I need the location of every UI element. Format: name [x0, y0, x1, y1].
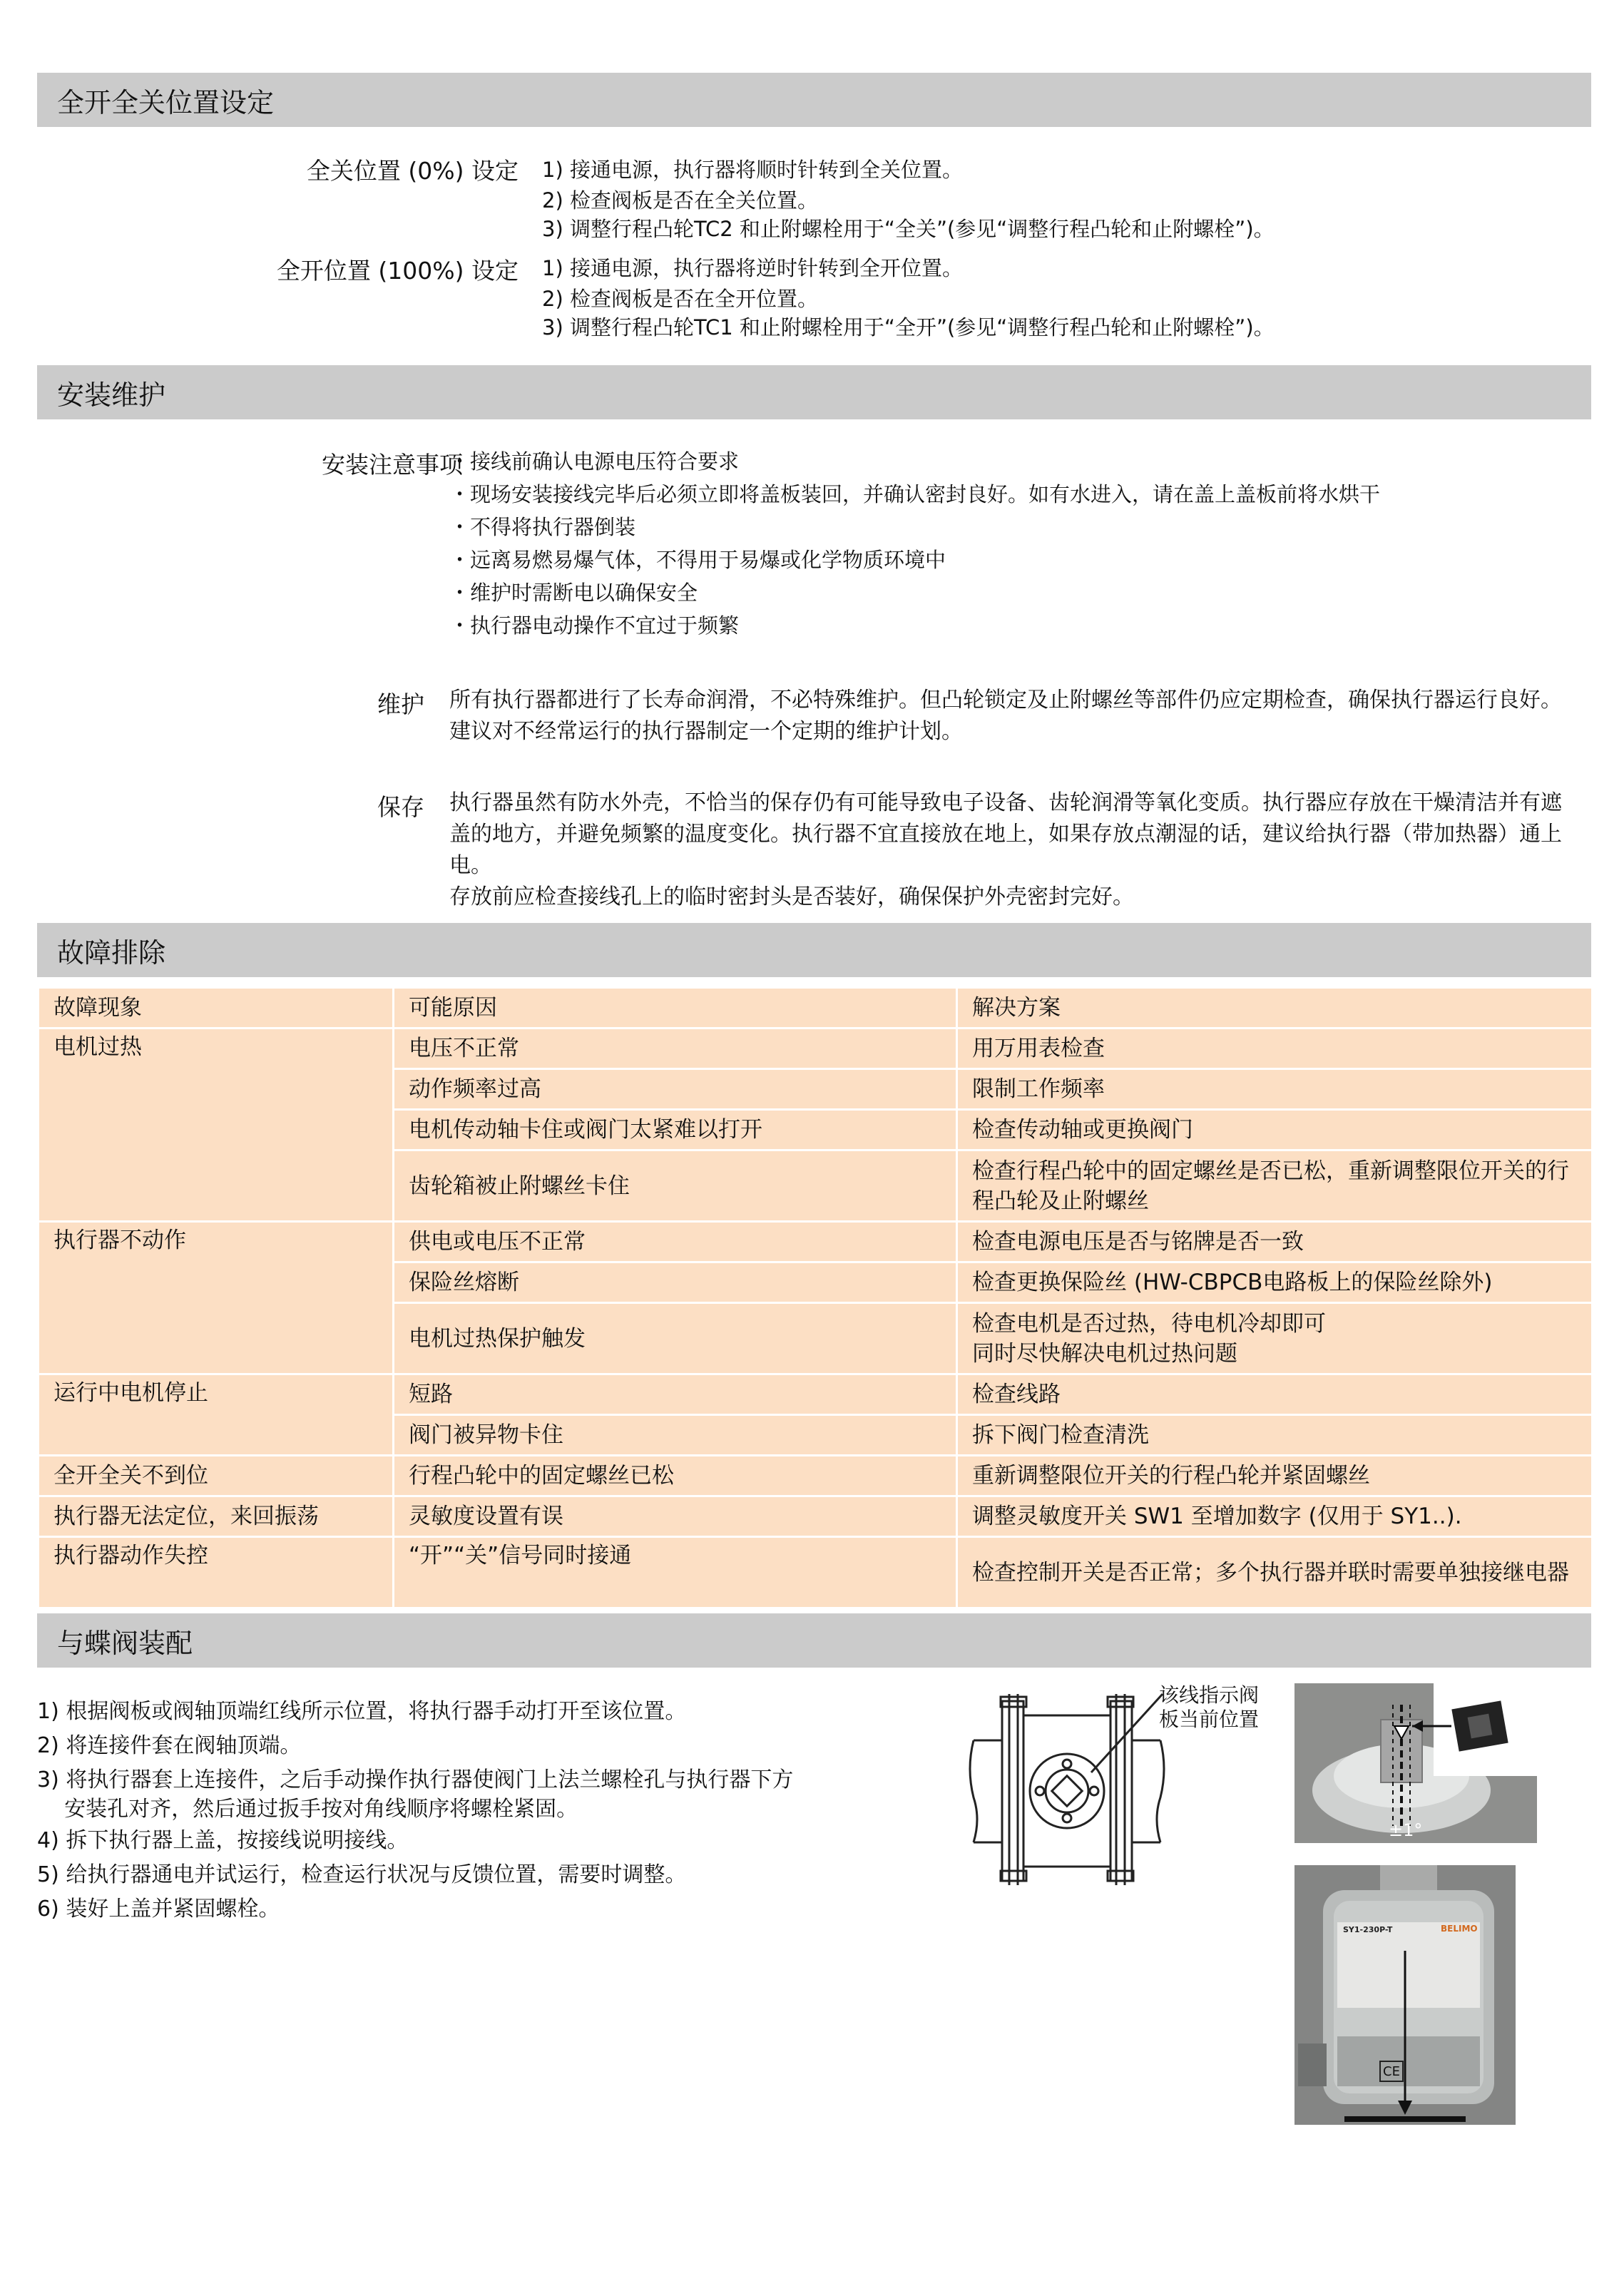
list-item: ・现场安装接线完毕后必须立即将盖板装回，并确认密封良好。如有水进入，请在盖上盖板前将水烘干 — [449, 482, 1381, 506]
section-header-butterfly — [37, 1613, 1591, 1668]
section-title: 安装维护 — [57, 379, 166, 411]
header-cell: 可能原因 — [394, 988, 957, 1029]
section-header-position — [37, 73, 1591, 127]
list-item: ・不得将执行器倒装 — [449, 515, 636, 539]
storage-paragraph: 执行器虽然有防水外壳，不恰当的保存仍有可能导致电子设备、齿轮润滑等氧化变质。执行器应存放在干燥清洁并有遮盖的地方，并避免频繁的温度变化。执行器不宜直接放在地上，如果存放点潮湿的话，建议给执行器（带加热器）通上电。 — [449, 790, 1562, 878]
solution-cell: 重新调整限位开关的行程凸轮并紧固螺丝 — [957, 1456, 1593, 1496]
section-title: 全开全关位置设定 — [57, 86, 275, 118]
list-item: 4) 拆下执行器上盖，按接线说明接线。 — [37, 1828, 409, 1853]
table-row — [39, 1222, 1593, 1262]
cause-cell: 电机过热保护触发 — [394, 1303, 957, 1374]
step: 2) 检查阀板是否在全开位置。 — [542, 287, 818, 311]
angle-label: ±1° — [1389, 1820, 1423, 1840]
actuator-illustration — [1294, 1865, 1516, 2125]
table-header-row — [39, 988, 1593, 1029]
solution-cell: 调整灵敏度开关 SW1 至增加数字 (仅用于 SY1..). — [957, 1496, 1593, 1537]
symptom-cell: 运行中电机停止 — [39, 1374, 394, 1456]
table-row — [39, 1374, 1593, 1415]
cause-cell: 短路 — [394, 1374, 957, 1415]
closed-steps — [542, 153, 1275, 243]
symptom-cell: 电机过热 — [39, 1029, 394, 1222]
ce-mark: CE — [1383, 2064, 1400, 2079]
table-row — [39, 1029, 1593, 1069]
solution-cell: 限制工作频率 — [957, 1069, 1593, 1110]
callout-line: 该线指示阀 — [1159, 1683, 1260, 1707]
maintenance-label: 维护 — [377, 690, 424, 718]
open-steps — [542, 252, 1275, 342]
symptom-cell: 执行器不动作 — [39, 1222, 394, 1374]
open-position-label: 全开位置 (100%) 设定 — [276, 257, 519, 285]
step: 1) 接通电源，执行器将逆时针转到全开位置。 — [542, 256, 963, 280]
solution-cell: 检查传动轴或更换阀门 — [957, 1110, 1593, 1150]
cause-cell: 供电或电压不正常 — [394, 1222, 957, 1262]
step: 3) 调整行程凸轮TC2 和止附螺栓用于“全关”(参见“调整行程凸轮和止附螺栓”)。 — [542, 217, 1275, 241]
solution-cell: 用万用表检查 — [957, 1029, 1593, 1069]
list-item: ・远离易燃易爆气体，不得用于易爆或化学物质环境中 — [449, 548, 946, 572]
cause-cell: 阀门被异物卡住 — [394, 1415, 957, 1456]
product-label: SY1-230P-T — [1343, 1925, 1393, 1934]
list-item: 3) 将执行器套上连接件，之后手动操作执行器使阀门上法兰螺栓孔与执行器下方 — [37, 1767, 794, 1792]
cause-cell: 动作频率过高 — [394, 1069, 957, 1110]
symptom-cell: 执行器无法定位，来回振荡 — [39, 1496, 394, 1537]
valve-flange-diagram — [959, 1673, 1173, 1887]
section-header-installation — [37, 365, 1591, 419]
maintenance-text: 所有执行器都进行了长寿命润滑，不必特殊维护。但凸轮锁定及止附螺丝等部件仍应定期检查，确保执行器运行良好。建议对不经常运行的执行器制定一个定期的维护计划。 — [449, 688, 1562, 744]
list-item: 6) 装好上盖并紧固螺栓。 — [37, 1897, 280, 1922]
brand-logo: BELIMO — [1441, 1924, 1478, 1934]
actuator-photo — [1294, 1865, 1516, 2125]
storage-text — [449, 787, 1576, 913]
solution-cell: 检查电机是否过热，待电机冷却即可 同时尽快解决电机过热问题 — [957, 1303, 1593, 1374]
header-cell: 故障现象 — [39, 988, 394, 1029]
cause-cell: 电机传动轴卡住或阀门太紧难以打开 — [394, 1110, 957, 1150]
table-row — [39, 1537, 1593, 1608]
solution-cell: 检查电源电压是否与铭牌是否一致 — [957, 1222, 1593, 1262]
cause-cell: 齿轮箱被止附螺丝卡住 — [394, 1150, 957, 1222]
solution-cell: 拆下阀门检查清洗 — [957, 1415, 1593, 1456]
list-item: 安装孔对齐，然后通过扳手按对角线顺序将螺栓紧固。 — [37, 1797, 578, 1822]
solution-cell: 检查更换保险丝 (HW-CBPCB电路板上的保险丝除外) — [957, 1262, 1593, 1303]
cause-cell: 行程凸轮中的固定螺丝已松 — [394, 1456, 957, 1496]
solution-cell: 检查行程凸轮中的固定螺丝是否已松，重新调整限位开关的行程凸轮及止附螺丝 — [957, 1150, 1593, 1222]
list-item: ・接线前确认电源电压符合要求 — [449, 449, 740, 474]
storage-paragraph-2: 存放前应检查接线孔上的临时密封头是否装好，确保保护外壳密封完好。 — [449, 884, 1134, 909]
install-notes-list — [449, 445, 1380, 642]
valve-shaft-photo — [1294, 1683, 1537, 1843]
list-item: ・维护时需断电以确保安全 — [449, 581, 698, 605]
callout-text — [1159, 1683, 1259, 1732]
list-item: 1) 根据阀板或阀轴顶端红线所示位置，将执行器手动打开至该位置。 — [37, 1699, 687, 1724]
step: 1) 接通电源，执行器将顺时针转到全关位置。 — [542, 158, 963, 182]
symptom-cell: 执行器动作失控 — [39, 1537, 394, 1608]
install-notes-label: 安装注意事项 — [322, 451, 463, 479]
storage-label: 保存 — [377, 793, 424, 821]
section-header-troubleshooting — [37, 923, 1591, 977]
solution-cell: 检查线路 — [957, 1374, 1593, 1415]
list-item: 5) 给执行器通电并试运行，检查运行状况与反馈位置，需要时调整。 — [37, 1862, 687, 1887]
assembly-steps — [37, 1695, 914, 1927]
table-row — [39, 1456, 1593, 1496]
list-item: ・执行器电动操作不宜过于频繁 — [449, 613, 740, 638]
step: 2) 检查阀板是否在全关位置。 — [542, 188, 818, 213]
section-title: 与蝶阀装配 — [57, 1627, 193, 1659]
valve-shaft-illustration — [1294, 1683, 1537, 1843]
cause-cell: 灵敏度设置有误 — [394, 1496, 957, 1537]
closed-position-label: 全关位置 (0%) 设定 — [306, 157, 519, 185]
header-cell: 解决方案 — [957, 988, 1593, 1029]
table-row — [39, 1496, 1593, 1537]
list-item: 2) 将连接件套在阀轴顶端。 — [37, 1733, 302, 1758]
step: 3) 调整行程凸轮TC1 和止附螺栓用于“全开”(参见“调整行程凸轮和止附螺栓”)。 — [542, 315, 1275, 340]
cause-cell: 保险丝熔断 — [394, 1262, 957, 1303]
callout-line: 板当前位置 — [1159, 1708, 1260, 1731]
troubleshooting-table — [37, 986, 1593, 1609]
cause-cell: “开”“关”信号同时接通 — [394, 1537, 957, 1608]
section-title: 故障排除 — [57, 937, 166, 969]
symptom-cell: 全开全关不到位 — [39, 1456, 394, 1496]
solution-cell: 检查控制开关是否正常；多个执行器并联时需要单独接继电器 — [957, 1537, 1593, 1608]
cause-cell: 电压不正常 — [394, 1029, 957, 1069]
